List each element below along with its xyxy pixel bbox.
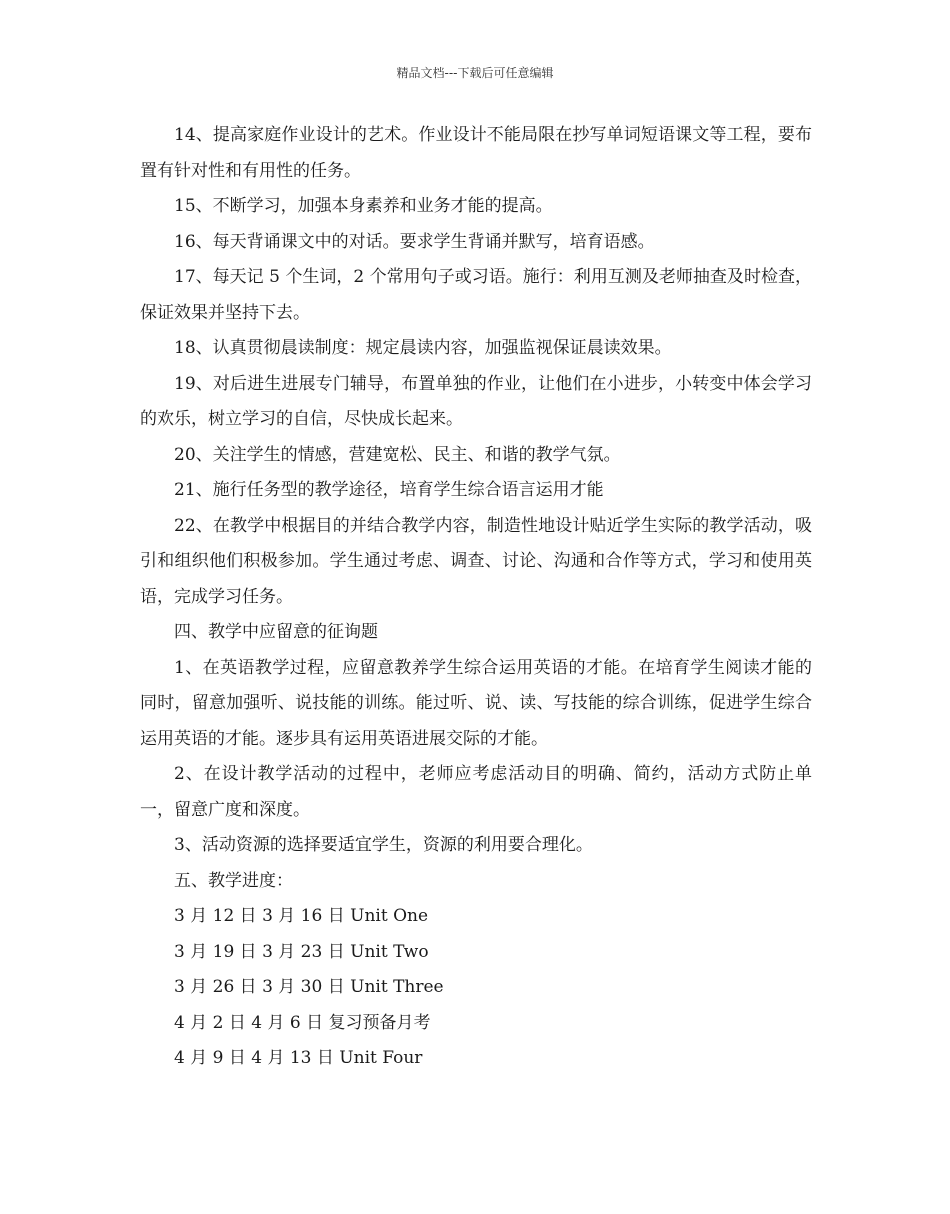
document-body — [140, 118, 812, 1077]
section-heading-schedule: 五、教学进度： — [174, 870, 293, 891]
paragraph-22: 22、在教学中根据目的并结合教学内容，制造性地设计贴近学生实际的教学活动，吸引和组织他们积极参加。学生通过考虑、调查、讨论、沟通和合作等方式，学习和使用英语，完成学习任务。 — [140, 515, 812, 607]
schedule-item: 4 月 9 日 4 月 13 日 Unit Four — [174, 1048, 423, 1068]
schedule-item: 3 月 12 日 3 月 16 日 Unit One — [174, 906, 429, 926]
paragraph-16: 16、每天背诵课文中的对话。要求学生背诵并默写，培育语感。 — [174, 231, 655, 252]
paragraph-20: 20、关注学生的情感，营建宽松、民主、和谐的教学气氛。 — [174, 444, 621, 465]
paragraph-14: 14、提高家庭作业设计的艺术。作业设计不能局限在抄写单词短语课文等工程，要布置有针对性和有用性的任务。 — [140, 125, 812, 181]
paragraph-21: 21、施行任务型的教学途径，培育学生综合语言运用才能 — [174, 480, 604, 500]
schedule-item: 3 月 26 日 3 月 30 日 Unit Three — [174, 977, 444, 997]
paragraph-17: 17、每天记 5 个生词，2 个常用句子或习语。施行：利用互测及老师抽查及时检查，保证效果并坚持下去。 — [140, 267, 812, 323]
page-header: 精品文档---下载后可任意编辑 — [396, 66, 554, 80]
paragraph-19: 19、对后进生进展专门辅导，布置单独的作业，让他们在小进步，小转变中体会学习的欢乐，树立学习的自信，尽快成长起来。 — [140, 373, 812, 429]
paragraph-15: 15、不断学习，加强本身素养和业务才能的提高。 — [174, 196, 553, 216]
issue-3: 3、活动资源的选择要适宜学生，资源的利用要合理化。 — [174, 835, 593, 855]
issue-1: 1、在英语教学过程，应留意教养学生综合运用英语的才能。在培育学生阅读才能的同时，留意加强听、说技能的训练。能过听、说、读、写技能的综合训练，促进学生综合运用英语的才能。逐步具有运用英语进展交际的才能。 — [140, 657, 812, 749]
schedule-item: 4 月 2 日 4 月 6 日 复习预备月考 — [174, 1012, 431, 1033]
paragraph-18: 18、认真贯彻晨读制度：规定晨读内容，加强监视保证晨读效果。 — [174, 338, 672, 358]
section-heading-issues: 四、教学中应留意的征询题 — [174, 622, 378, 642]
schedule-item: 3 月 19 日 3 月 23 日 Unit Two — [174, 941, 429, 962]
issue-2: 2、在设计教学活动的过程中，老师应考虑活动目的明确、简约，活动方式防止单一，留意广度和深度。 — [140, 764, 812, 820]
